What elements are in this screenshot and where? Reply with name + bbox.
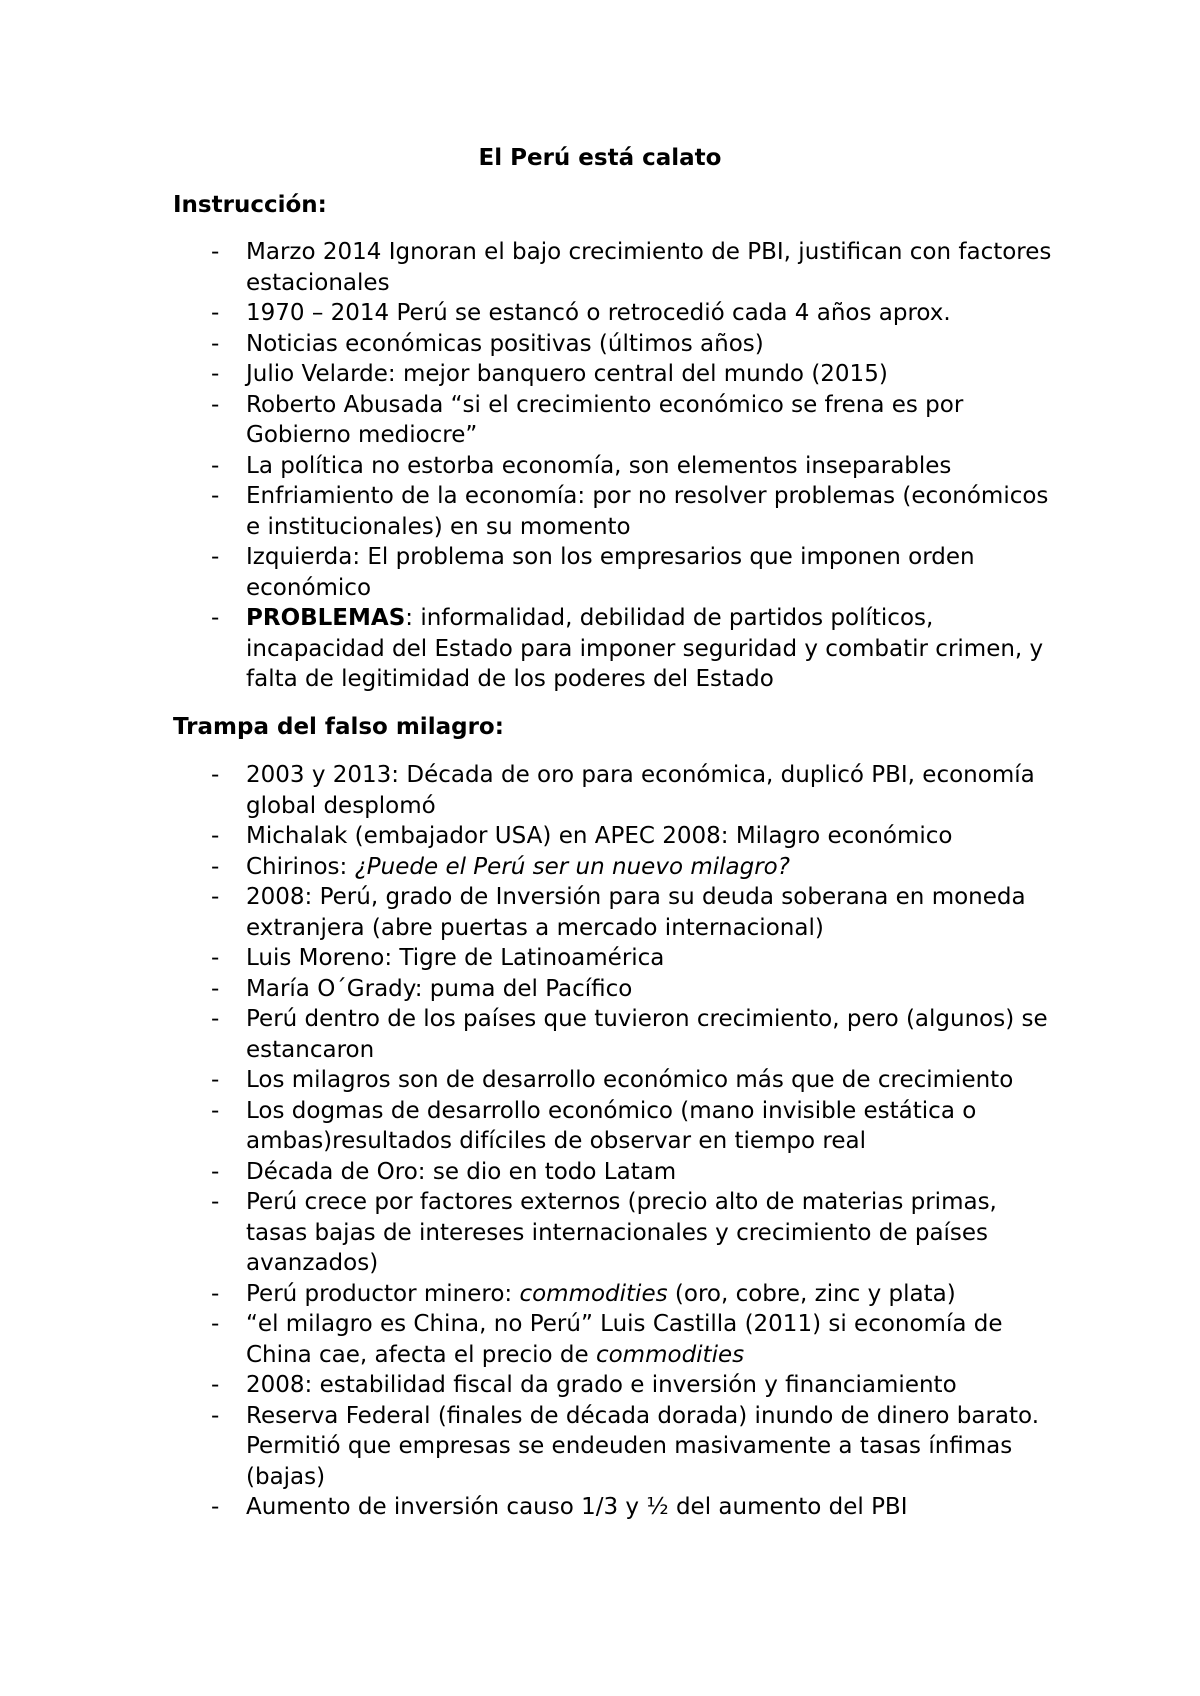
bullet-dash: - <box>211 544 220 570</box>
bullet-list-trampa <box>173 760 1053 1523</box>
bullet-list-instruccion <box>173 237 1053 695</box>
bullet-dash: - <box>211 1097 220 1124</box>
bullet-dash: - <box>211 391 220 418</box>
list-item-text: 2008: Perú, grado de Inversión para su deuda soberana en moneda extranjera (abre puertas a mercado internacional) <box>246 884 1026 941</box>
list-item-text: Perú productor minero: <box>246 1280 520 1307</box>
bullet-dash: - <box>211 1006 220 1032</box>
bullet-dash: - <box>211 483 220 509</box>
list-item-text: Década de Oro: se dio en todo Latam <box>246 1158 677 1185</box>
list-item-text: Reserva Federal (finales de década dorada) inundo de dinero barato. Permitió que empresas se endeuden masivamente a tasas ínfimas (bajas) <box>246 1402 1040 1490</box>
list-item-text: Los dogmas de desarrollo económico (mano invisible estática o ambas)resultados difíciles de observar en tiempo real <box>246 1097 977 1154</box>
list-item-text: Julio Velarde: mejor banquero central del mundo (2015) <box>246 361 888 387</box>
list-item-text: Enfriamiento de la economía: por no resolver problemas (económicos e institucionales) en su momento <box>246 483 1049 540</box>
bullet-dash: - <box>211 1372 220 1398</box>
list-item <box>173 1401 1053 1493</box>
list-item-text: Marzo 2014 Ignoran el bajo crecimiento de PBI, justifican con factores estacionales <box>246 239 1052 296</box>
list-item <box>173 852 1053 883</box>
list-item-text: ¿Puede el Perú ser un nuevo milagro? <box>354 853 790 880</box>
section-heading-trampa: Trampa del falso milagro: <box>173 714 504 740</box>
list-item-text: Izquierda: El problema son los empresarios que imponen orden económico <box>246 544 975 601</box>
list-item-text: Perú dentro de los países que tuvieron crecimiento, pero (algunos) se estancaron <box>246 1006 1048 1063</box>
list-item-text: “el milagro es China, no Perú” Luis Castilla (2011) si economía de China cae, afecta el precio de <box>246 1311 1003 1368</box>
list-item <box>173 481 1053 542</box>
list-item <box>173 359 1053 390</box>
list-item-text: Perú crece por factores externos (precio alto de materias primas, tasas bajas de intereses internacionales y crecimiento de países avanzados) <box>246 1189 997 1276</box>
list-item-text: La política no estorba economía, son elementos inseparables <box>246 452 952 479</box>
bullet-dash: - <box>211 975 220 1002</box>
list-item <box>173 1187 1053 1279</box>
list-item <box>173 1309 1053 1370</box>
list-item <box>173 1065 1053 1096</box>
list-item-text: 2003 y 2013: Década de oro para económica, duplicó PBI, economía global desplomó <box>246 762 1035 819</box>
list-item <box>173 1370 1053 1401</box>
bullet-dash: - <box>211 853 220 880</box>
bullet-dash: - <box>211 1158 220 1185</box>
list-item-text: Aumento de inversión causo 1/3 y ½ del aumento del PBI <box>246 1494 908 1520</box>
bullet-dash: - <box>211 823 220 849</box>
list-item-text: Michalak (embajador USA) en APEC 2008: Milagro económico <box>246 823 953 849</box>
list-item <box>173 237 1053 298</box>
list-item-text: Noticias económicas positivas (últimos años) <box>246 330 764 357</box>
bullet-dash: - <box>211 300 220 326</box>
list-item-text: Roberto Abusada “si el crecimiento económico se frena es por Gobierno mediocre” <box>246 391 964 448</box>
bullet-dash: - <box>211 239 220 265</box>
list-item-text: commodities <box>595 1341 745 1368</box>
section-heading-instruccion: Instrucción: <box>173 192 327 218</box>
list-item-text: Chirinos: <box>246 853 355 880</box>
list-item-text: Los milagros son de desarrollo económico más que de crecimiento <box>246 1067 1014 1093</box>
list-item <box>173 821 1053 852</box>
list-item <box>173 943 1053 974</box>
list-item <box>173 1279 1053 1310</box>
bullet-dash: - <box>211 1311 220 1337</box>
list-item <box>173 542 1053 603</box>
bullet-dash: - <box>211 605 220 631</box>
bullet-dash: - <box>211 1189 220 1215</box>
bullet-dash: - <box>211 1494 220 1520</box>
list-item-text: PROBLEMAS <box>246 605 406 631</box>
bullet-dash: - <box>211 1402 220 1429</box>
list-item-text: María O´Grady: puma del Pacífico <box>246 975 633 1002</box>
list-item <box>173 451 1053 482</box>
bullet-dash: - <box>211 330 220 357</box>
bullet-dash: - <box>211 762 220 788</box>
bullet-dash: - <box>211 1280 220 1307</box>
bullet-dash: - <box>211 452 220 479</box>
list-item <box>173 882 1053 943</box>
bullet-dash: - <box>211 884 220 910</box>
list-item <box>173 1096 1053 1157</box>
list-item <box>173 1157 1053 1188</box>
bullet-dash: - <box>211 1067 220 1093</box>
list-item <box>173 603 1053 695</box>
list-item <box>173 974 1053 1005</box>
document-title: El Perú está calato <box>478 145 722 171</box>
list-item <box>173 329 1053 360</box>
list-item-text: Luis Moreno: Tigre de Latinoamérica <box>246 945 665 971</box>
list-item-text: 2008: estabilidad fiscal da grado e inversión y financiamiento <box>246 1372 957 1398</box>
list-item <box>173 1492 1053 1523</box>
list-item <box>173 1004 1053 1065</box>
list-item-text: commodities <box>519 1280 668 1307</box>
list-item-text: (oro, cobre, zinc y plata) <box>667 1280 956 1307</box>
list-item-text: 1970 – 2014 Perú se estancó o retrocedió cada 4 años aprox. <box>246 300 951 326</box>
list-item <box>173 390 1053 451</box>
list-item <box>173 298 1053 329</box>
list-item-text: : informalidad, debilidad de partidos políticos, incapacidad del Estado para imponer seguridad y combatir crimen, y falta de legitimidad de los poderes del Estado <box>246 605 1044 692</box>
bullet-dash: - <box>211 945 220 971</box>
list-item <box>173 760 1053 821</box>
bullet-dash: - <box>211 361 220 387</box>
